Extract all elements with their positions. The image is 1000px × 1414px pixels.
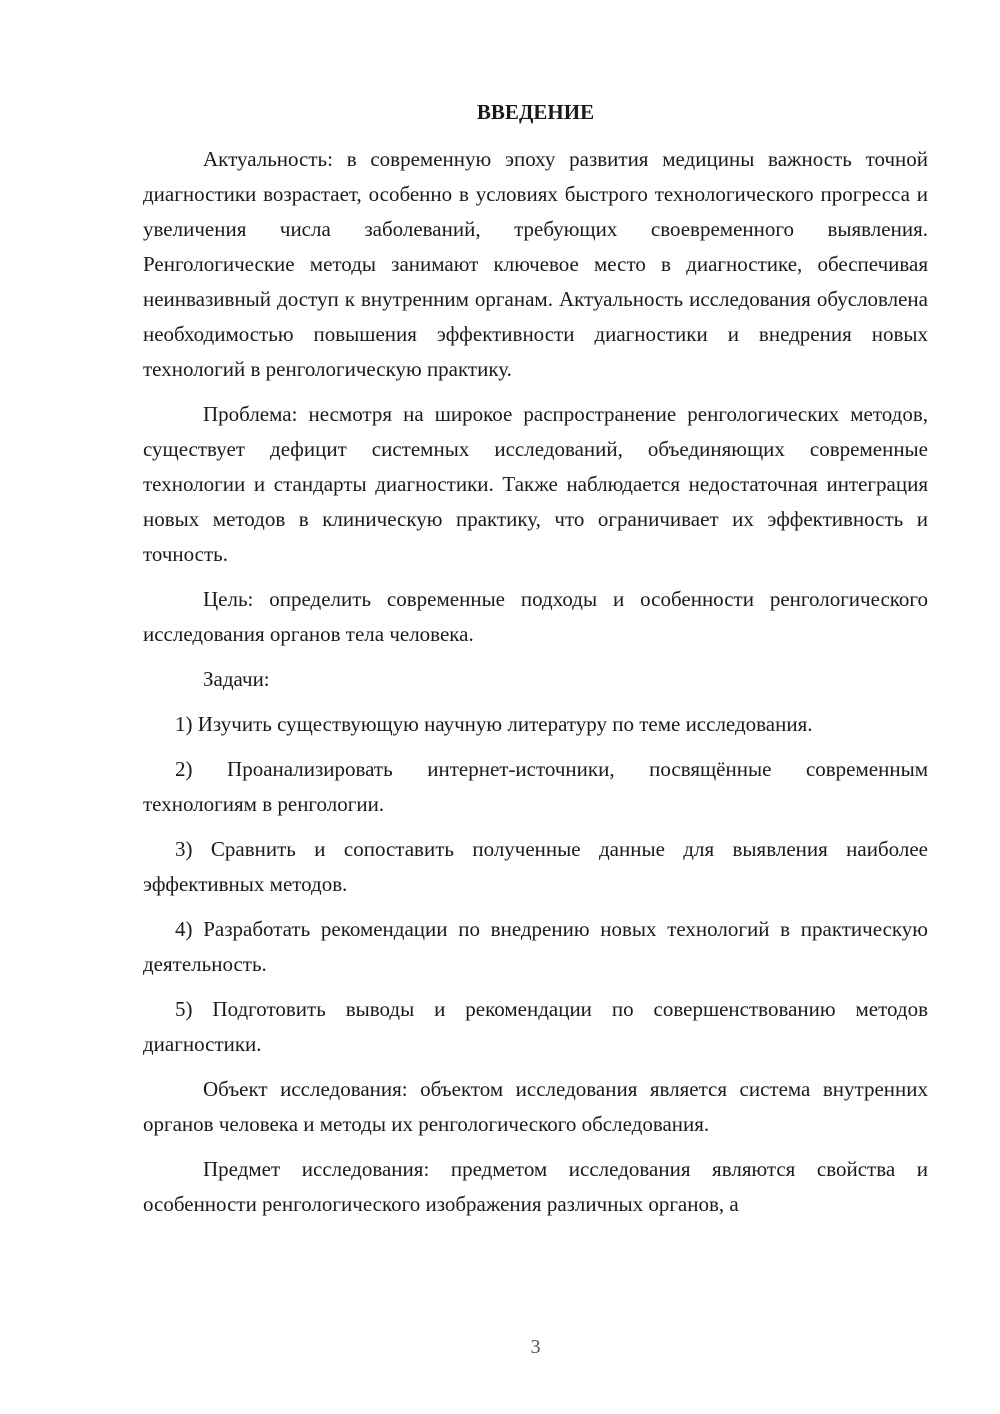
document-page [143, 0, 928, 1414]
paragraph-object: Объект исследования: объектом исследования является система внутренних органов человека и методы их ренгологического обследования. [143, 1077, 928, 1136]
list-item-task-2: 2) Проанализировать интернет-источники, посвящённые современным технологиям в ренгологии. [143, 757, 928, 816]
paragraph-tasks-label: Задачи: [203, 667, 270, 691]
paragraph-goal: Цель: определить современные подходы и особенности ренгологического исследования органов тела человека. [143, 587, 928, 646]
page-number: 3 [530, 1336, 541, 1358]
paragraph-subject: Предмет исследования: предметом исследования являются свойства и особенности ренгологического изображения различных органов, а [143, 1157, 928, 1216]
list-item-task-1: 1) Изучить существующую научную литературу по теме исследования. [175, 712, 813, 736]
paragraph-relevance: Актуальность: в современную эпоху развития медицины важность точной диагностики возрастает, особенно в условиях быстрого технологического прогресса и увеличения числа заболеваний, требующих своевременного выявления. Ренгологические методы занимают ключевое место в диагностике, обеспечивая неинвазивный доступ к внутренним органам. Актуальность исследования обусловлена необходимостью повышения эффективности диагностики и внедрения новых технологий в ренгологическую практику. [143, 147, 928, 381]
list-item-task-3: 3) Сравнить и сопоставить полученные данные для выявления наиболее эффективных методов. [143, 837, 928, 896]
section-heading: ВВЕДЕНИЕ [476, 100, 595, 124]
paragraph-problem: Проблема: несмотря на широкое распространение ренгологических методов, существует дефицит системных исследований, объединяющих современные технологии и стандарты диагностики. Также наблюдается недостаточная интеграция новых методов в клиническую практику, что ограничивает их эффективность и точность. [143, 402, 928, 566]
document-body [143, 142, 928, 1232]
list-item-task-4: 4) Разработать рекомендации по внедрению новых технологий в практическую деятельность. [143, 917, 928, 976]
list-item-task-5: 5) Подготовить выводы и рекомендации по совершенствованию методов диагностики. [143, 997, 928, 1056]
